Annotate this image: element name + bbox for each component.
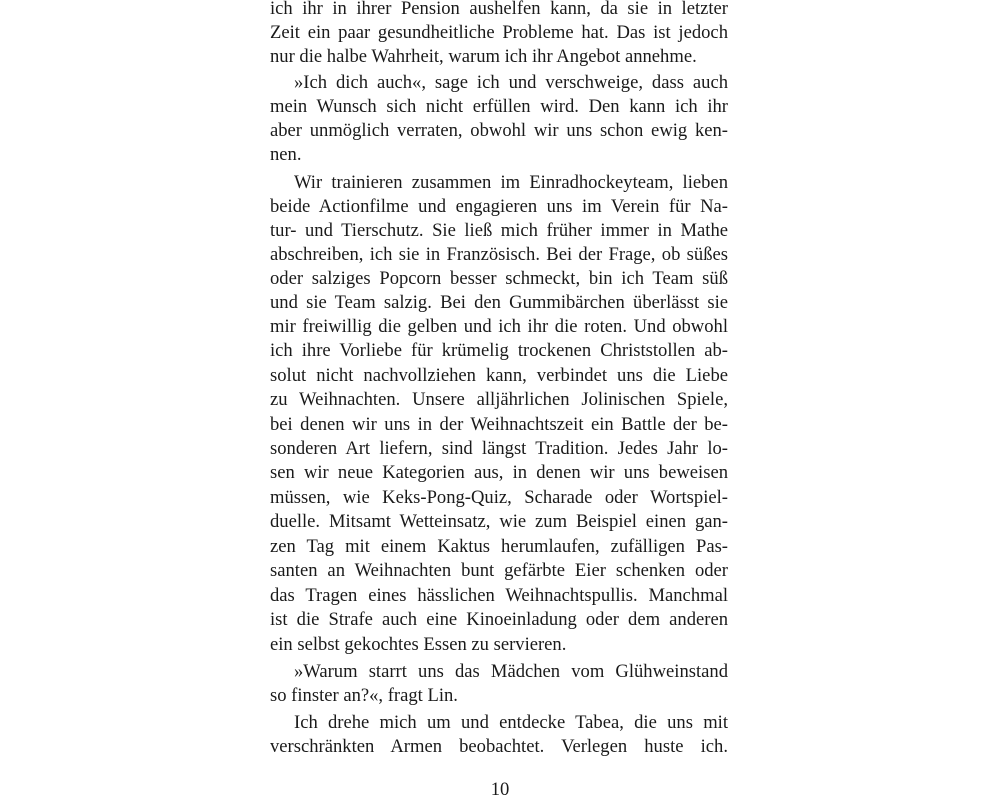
text-line: ich ihre Vorliebe für krümelig trockenen Christstollen ab- <box>270 340 728 361</box>
text-line: abschreiben, ich sie in Französisch. Bei der Frage, ob süßes <box>270 244 728 265</box>
text-line: solut nicht nachvollziehen kann, verbindet uns die Liebe <box>270 365 728 386</box>
text-line: »Warum starrt uns das Mädchen vom Glühweinstand <box>294 661 728 682</box>
text-line: ist die Strafe auch eine Kinoeinladung oder dem anderen <box>270 609 728 630</box>
text-line: das Tragen eines hässlichen Weihnachtspullis. Manchmal <box>270 585 728 606</box>
text-line: zen Tag mit einem Kaktus herumlaufen, zufälligen Pas- <box>270 536 728 557</box>
text-line: sonderen Art liefern, sind längst Tradition. Jedes Jahr lo- <box>270 438 728 459</box>
text-line: beide Actionfilme und engagieren uns im Verein für Na- <box>270 196 728 217</box>
text-line: duelle. Mitsamt Wetteinsatz, wie zum Beispiel einen gan- <box>270 511 728 532</box>
text-line: ich ihr in ihrer Pension aushelfen kann, da sie in letzter <box>270 0 728 19</box>
text-line: und sie Team salzig. Bei den Gummibärchen überlässt sie <box>270 292 728 313</box>
text-line: sen wir neue Kategorien aus, in denen wir uns beweisen <box>270 462 728 483</box>
text-line: Ich drehe mich um und entdecke Tabea, die uns mit <box>294 712 728 733</box>
text-line: mein Wunsch sich nicht erfüllen wird. Den kann ich ihr <box>270 96 728 117</box>
text-line: zu Weihnachten. Unsere alljährlichen Jolinischen Spiele, <box>270 389 728 410</box>
text-line: »Ich dich auch«, sage ich und verschweige, dass auch <box>294 72 728 93</box>
text-line: ein selbst gekochtes Essen zu servieren. <box>270 634 567 655</box>
text-line: nur die halbe Wahrheit, warum ich ihr Angebot annehme. <box>270 46 697 67</box>
text-line: bei denen wir uns in der Weihnachtszeit ein Battle der be- <box>270 414 728 435</box>
text-line: oder salziges Popcorn besser schmeckt, bin ich Team süß <box>270 268 728 289</box>
text-line: tur- und Tierschutz. Sie ließ mich früher immer in Mathe <box>270 220 728 241</box>
text-line: mir freiwillig die gelben und ich ihr die roten. Und obwohl <box>270 316 728 337</box>
text-line: verschränkten Armen beobachtet. Verlegen huste ich. <box>270 736 728 757</box>
text-line: Wir trainieren zusammen im Einradhockeyteam, lieben <box>294 172 728 193</box>
page-number: 10 <box>490 779 510 800</box>
text-line: aber unmöglich verraten, obwohl wir uns schon ewig ken- <box>270 120 728 141</box>
text-line: so finster an?«, fragt Lin. <box>270 685 458 706</box>
text-line: santen an Weihnachten bunt gefärbte Eier schenken oder <box>270 560 728 581</box>
text-line: müssen, wie Keks-Pong-Quiz, Scharade oder Wortspiel- <box>270 487 728 508</box>
text-line: nen. <box>270 144 302 165</box>
text-line: Zeit ein paar gesundheitliche Probleme hat. Das ist jedoch <box>270 22 728 43</box>
